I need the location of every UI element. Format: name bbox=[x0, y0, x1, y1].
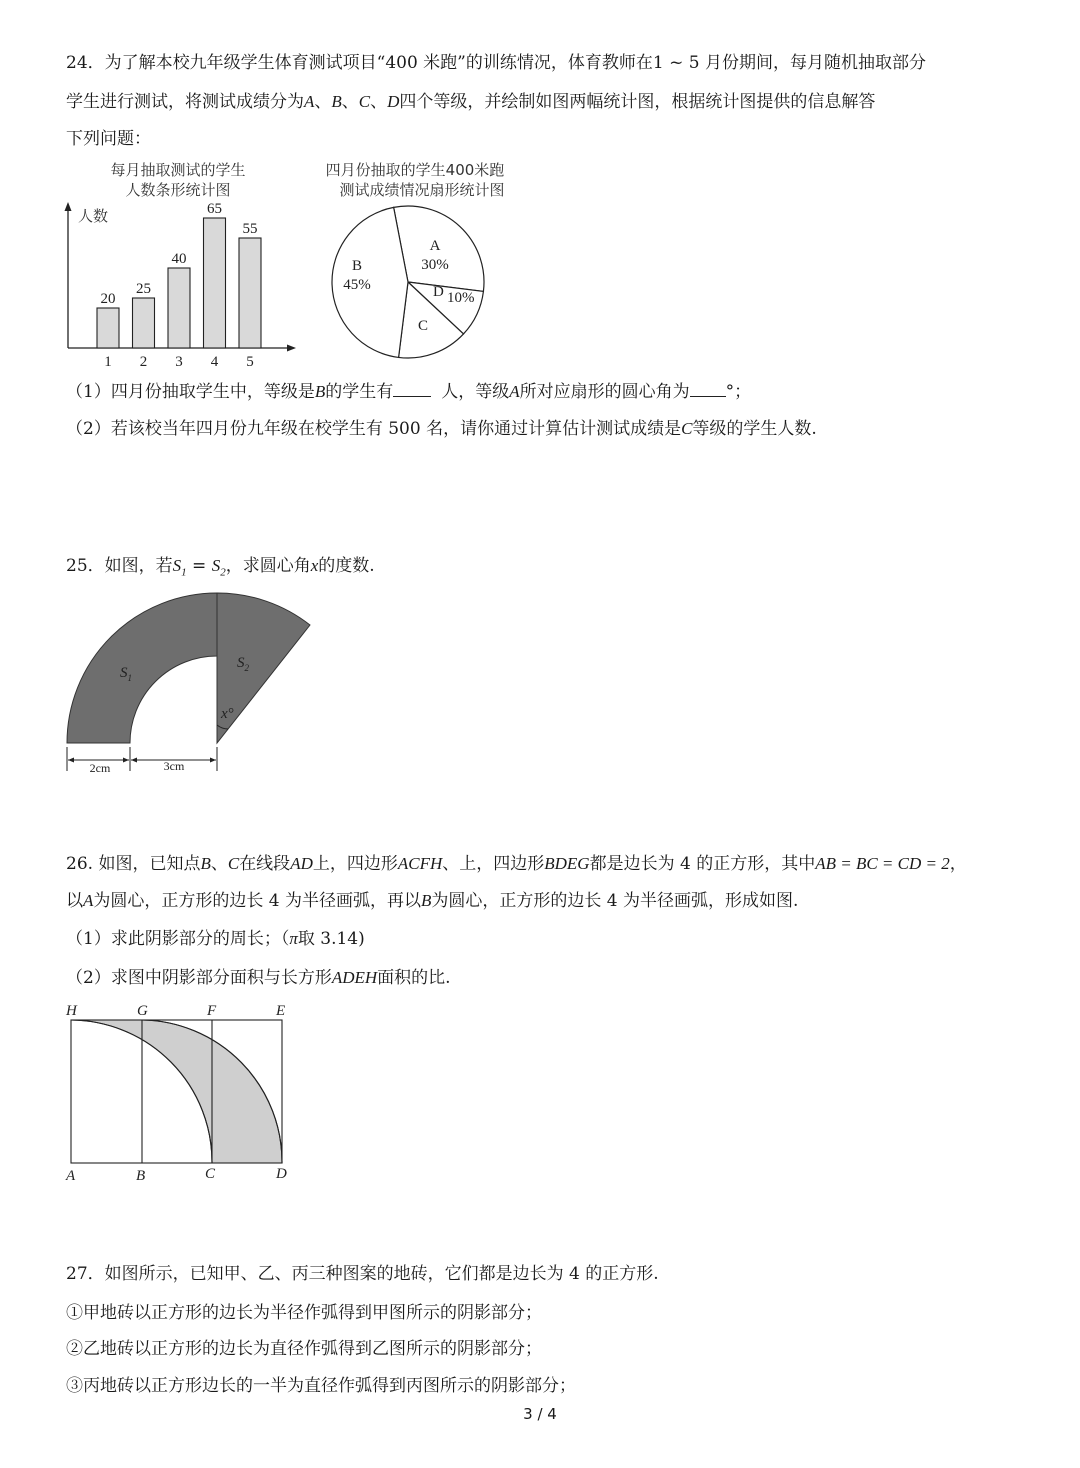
bar-value-label-5: 55 bbox=[242, 221, 258, 237]
pie-value-B: 45% bbox=[343, 277, 371, 293]
bar-chart bbox=[60, 158, 300, 373]
q26-line1: 26. 如图，已知点B、C在线段AD上，四边形ACFH、上，四边形BDEG都是边长为 4 的正方形，其中AB = BC = CD = 2， bbox=[66, 854, 967, 874]
point-b: B bbox=[136, 1168, 146, 1184]
pie-label-B: B bbox=[351, 258, 363, 274]
page-number: 3 / 4 bbox=[523, 1405, 557, 1423]
q26-sub1: （1）求此阴影部分的周长；（π取 3.14) bbox=[66, 929, 365, 949]
bar-value-label-1: 20 bbox=[100, 291, 116, 307]
label-s1: $S_1$ bbox=[120, 665, 132, 683]
q25-statement: 25．如图，若$S_1 = S_2$，求圆心角x的度数. bbox=[66, 556, 375, 579]
bar-3 bbox=[168, 268, 190, 348]
q24-line3: 下列问题： bbox=[66, 129, 151, 149]
pie-chart-title-1: 四月份抽取的学生400米跑 bbox=[325, 161, 505, 179]
q26-sub2: （2）求图中阴影部分面积与长方形ADEH面积的比. bbox=[66, 968, 451, 988]
q27-line3: ②乙地砖以正方形的边长为直径作弧得到乙图所示的阴影部分； bbox=[66, 1339, 542, 1359]
bar-chart-title-2: 人数条形统计图 bbox=[125, 181, 231, 199]
q24-sub2: （2）若该校当年四月份九年级在校学生有 500 名，请你通过计算估计测试成绩是C等级的学生人数. bbox=[66, 419, 817, 439]
point-d: D bbox=[276, 1166, 287, 1182]
point-h: H bbox=[66, 1003, 77, 1019]
bar-4 bbox=[204, 218, 226, 348]
point-e: E bbox=[276, 1003, 286, 1019]
label-s2: $S_2$ bbox=[237, 655, 249, 673]
bar-5 bbox=[239, 238, 261, 348]
q27-line4: ③丙地砖以正方形边长的一半为直径作弧得到丙图所示的阴影部分； bbox=[66, 1376, 576, 1396]
q26-figure bbox=[60, 1000, 300, 1190]
pie-value-A: 30% bbox=[421, 257, 449, 273]
dim-2cm: 2cm bbox=[89, 761, 111, 775]
bar-chart-x-arrow bbox=[287, 345, 296, 352]
bar-1 bbox=[97, 308, 119, 348]
x-tick-label-5: 5 bbox=[246, 354, 254, 370]
x-tick-label-2: 2 bbox=[139, 354, 148, 370]
bar-chart-y-arrow bbox=[65, 202, 72, 211]
pie-label-C: C bbox=[417, 318, 429, 334]
pie-label-A: A bbox=[429, 238, 441, 254]
point-c: C bbox=[205, 1166, 216, 1182]
dim-3cm: 3cm bbox=[163, 759, 185, 773]
q24-line1: 24．为了解本校九年级学生体育测试项目“400 米跑”的训练情况，体育教师在1 ~ 5 月份期间，每月随机抽取部分 bbox=[66, 53, 926, 73]
bar-value-label-2: 25 bbox=[136, 281, 151, 297]
pie-value-D: 10% bbox=[447, 290, 475, 306]
q27-line2: ①甲地砖以正方形的边长为半径作弧得到甲图所示的阴影部分； bbox=[66, 1303, 542, 1323]
pie-chart bbox=[315, 158, 545, 373]
bar-value-label-3: 40 bbox=[171, 251, 187, 267]
bar-2 bbox=[133, 298, 155, 348]
sector-s1 bbox=[67, 593, 217, 743]
x-tick-label-1: 1 bbox=[104, 354, 112, 370]
label-x: x° bbox=[221, 706, 234, 722]
q25-figure bbox=[60, 585, 320, 785]
point-g: G bbox=[137, 1003, 148, 1019]
pie-chart-title-2: 测试成绩情况扇形统计图 bbox=[339, 181, 505, 199]
q24-sub1: （1）四月份抽取学生中，等级是B的学生有 人，等级A所对应扇形的圆心角为 °； bbox=[66, 382, 752, 402]
bar-chart-y-label: 人数 bbox=[78, 207, 109, 225]
q24-line2: 学生进行测试，将测试成绩分为A、B、C、D四个等级，并绘制如图两幅统计图，根据统计图提供的信息解答 bbox=[66, 92, 876, 112]
bar-chart-title-1: 每月抽取测试的学生 bbox=[110, 161, 246, 179]
shaded-region bbox=[71, 1020, 282, 1163]
bar-value-label-4: 65 bbox=[207, 201, 222, 217]
x-tick-label-3: 3 bbox=[175, 354, 183, 370]
q26-line2: 以A为圆心，正方形的边长 4 为半径画弧，再以B为圆心，正方形的边长 4 为半径画弧，形成如图. bbox=[66, 891, 799, 911]
point-a: A bbox=[66, 1168, 76, 1184]
point-f: F bbox=[207, 1003, 217, 1019]
x-tick-label-4: 4 bbox=[210, 354, 219, 370]
pie-label-D: D bbox=[433, 284, 444, 300]
q27-line1: 27．如图所示，已知甲、乙、丙三种图案的地砖，它们都是边长为 4 的正方形. bbox=[66, 1264, 659, 1284]
